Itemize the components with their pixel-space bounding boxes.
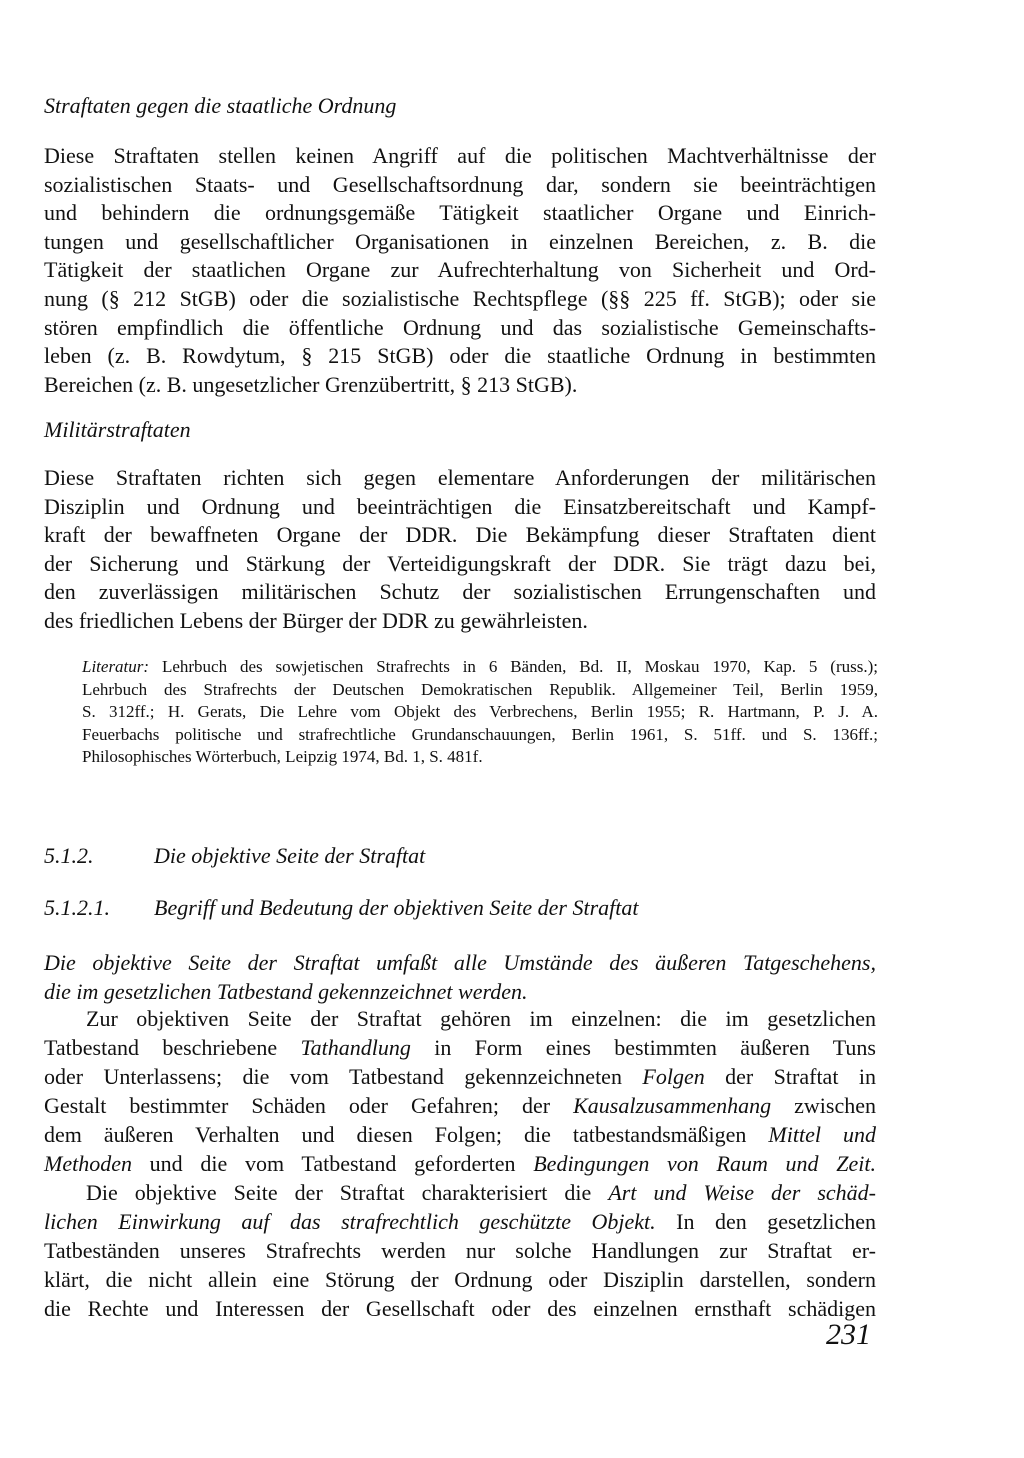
text-line: oder Unterlassens; die vom Tatbestand gekennzeichneten Folgen der Straftat in (44, 1064, 876, 1089)
text-line: sozialistischen Staats- und Gesellschaftsordnung dar, sondern sie beeinträchtigen (44, 171, 876, 197)
text-line: Diese Straftaten richten sich gegen elementare Anforderungen der militärischen (44, 465, 876, 490)
paragraph-militaerstraftaten (44, 464, 876, 636)
section-heading-5-1-2 (44, 842, 425, 870)
literature-line: Philosophisches Wörterbuch, Leipzig 1974, Bd. 1, S. 481f. (82, 747, 483, 766)
text-line: Zur objektiven Seite der Straftat gehören im einzelnen: die im gesetzlichen (86, 1006, 876, 1031)
text-line: nung (§ 212 StGB) oder die sozialistische Rechtspflege (§§ 225 ff. StGB); oder sie (44, 285, 876, 311)
text-line: den zuverlässigen militärischen Schutz der sozialistischen Errungenschaften und (44, 579, 876, 605)
text-line: Gestalt bestimmter Schäden oder Gefahren; der Kausalzusammenhang zwischen (44, 1093, 877, 1118)
section-number: 5.1.2.1. (44, 895, 110, 920)
text-line: die Rechte und Interessen der Gesellschaft oder des einzelnen ernsthaft schädigen (44, 1296, 876, 1321)
text-line: des friedlichen Lebens der Bürger der DDR zu gewährleisten. (44, 607, 588, 633)
paragraph-objektive-seite-elemente (44, 1004, 876, 1178)
text-line: Tatbestand beschriebene Tathandlung in Form eines bestimmten äußeren Tuns (44, 1035, 876, 1060)
literature-text: Lehrbuch des sowjetischen Strafrechts in 6 Bänden, Bd. II, Moskau 1970, Kap. 5 (russ.); (149, 657, 878, 676)
text-line: leben (z. B. Rowdytum, § 215 StGB) oder die staatliche Ordnung in bestimmten (44, 343, 876, 369)
text-line: tungen und gesellschaftlicher Organisationen in einzelnen Bereichen, z. B. die (44, 228, 876, 254)
text-line: Disziplin und Ordnung und beeinträchtigen die Einsatzbereitschaft und Kampf- (44, 493, 876, 519)
section-heading-5-1-2-1 (44, 894, 639, 922)
text-line: Tatbeständen unseres Strafrechts werden nur solche Handlungen zur Straftat er- (44, 1238, 876, 1263)
definition-line: Die objektive Seite der Straftat umfaßt alle Umstände des äußeren Tatgeschehens, (44, 950, 876, 975)
text-line: stören empfindlich die öffentliche Ordnung und das sozialistische Gemeinschafts- (44, 314, 876, 340)
text-line: Die objektive Seite der Straftat charakterisiert die Art und Weise der schäd- (86, 1180, 876, 1205)
page-number: 231 (826, 1318, 871, 1351)
text-line: der Sicherung und Stärkung der Verteidigungskraft der DDR. Sie trägt dazu bei, (44, 550, 876, 576)
literature-line: Lehrbuch des Strafrechts der Deutschen Demokratischen Republik. Allgemeiner Teil, Berlin 1959, (82, 679, 878, 699)
text-line: kraft der bewaffneten Organe der DDR. Die Bekämpfung dieser Straftaten dient (44, 522, 876, 548)
heading-straftaten-staatliche-ordnung: Straftaten gegen die staatliche Ordnung (44, 93, 397, 118)
definition (44, 948, 876, 1006)
text-line: Tätigkeit der staatlichen Organe zur Aufrechterhaltung von Sicherheit und Ord- (44, 257, 876, 283)
definition-line: die im gesetzlichen Tatbestand gekennzeichnet werden. (44, 979, 528, 1004)
text-line: Diese Straftaten stellen keinen Angriff auf die politischen Machtverhältnisse der (44, 143, 876, 168)
literature-references (82, 656, 878, 769)
text-line: Methoden und die vom Tatbestand geforderten Bedingungen von Raum und Zeit. (44, 1151, 876, 1176)
text-line: und behindern die ordnungsgemäße Tätigkeit staatlicher Organe und Einrich- (44, 200, 876, 226)
heading-militaerstraftaten: Militärstraftaten (44, 417, 191, 442)
text-line: lichen Einwirkung auf das strafrechtlich geschützte Objekt. In den gesetzlichen (44, 1209, 876, 1234)
section-title: Begriff und Bedeutung der objektiven Seite der Straftat (154, 895, 639, 920)
text-line: dem äußeren Verhalten und diesen Folgen; die tatbestandsmäßigen Mittel und (44, 1122, 876, 1147)
literature-line (82, 656, 878, 679)
text-line: klärt, die nicht allein eine Störung der Ordnung oder Disziplin darstellen, sondern (44, 1267, 876, 1292)
text-line: Bereichen (z. B. ungesetzlicher Grenzübertritt, § 213 StGB). (44, 371, 578, 397)
literature-label: Literatur: (82, 657, 150, 676)
paragraph-staatliche-ordnung (44, 142, 876, 399)
section-title: Die objektive Seite der Straftat (154, 843, 426, 868)
section-number: 5.1.2. (44, 843, 94, 868)
literature-line: Feuerbachs politische und strafrechtliche Grundanschauungen, Berlin 1961, S. 51ff. und S. 136ff.; (82, 724, 878, 744)
paragraph-art-und-weise (44, 1178, 876, 1323)
literature-line: S. 312ff.; H. Gerats, Die Lehre vom Objekt des Verbrechens, Berlin 1955; R. Hartmann, P. J. A. (82, 702, 878, 721)
